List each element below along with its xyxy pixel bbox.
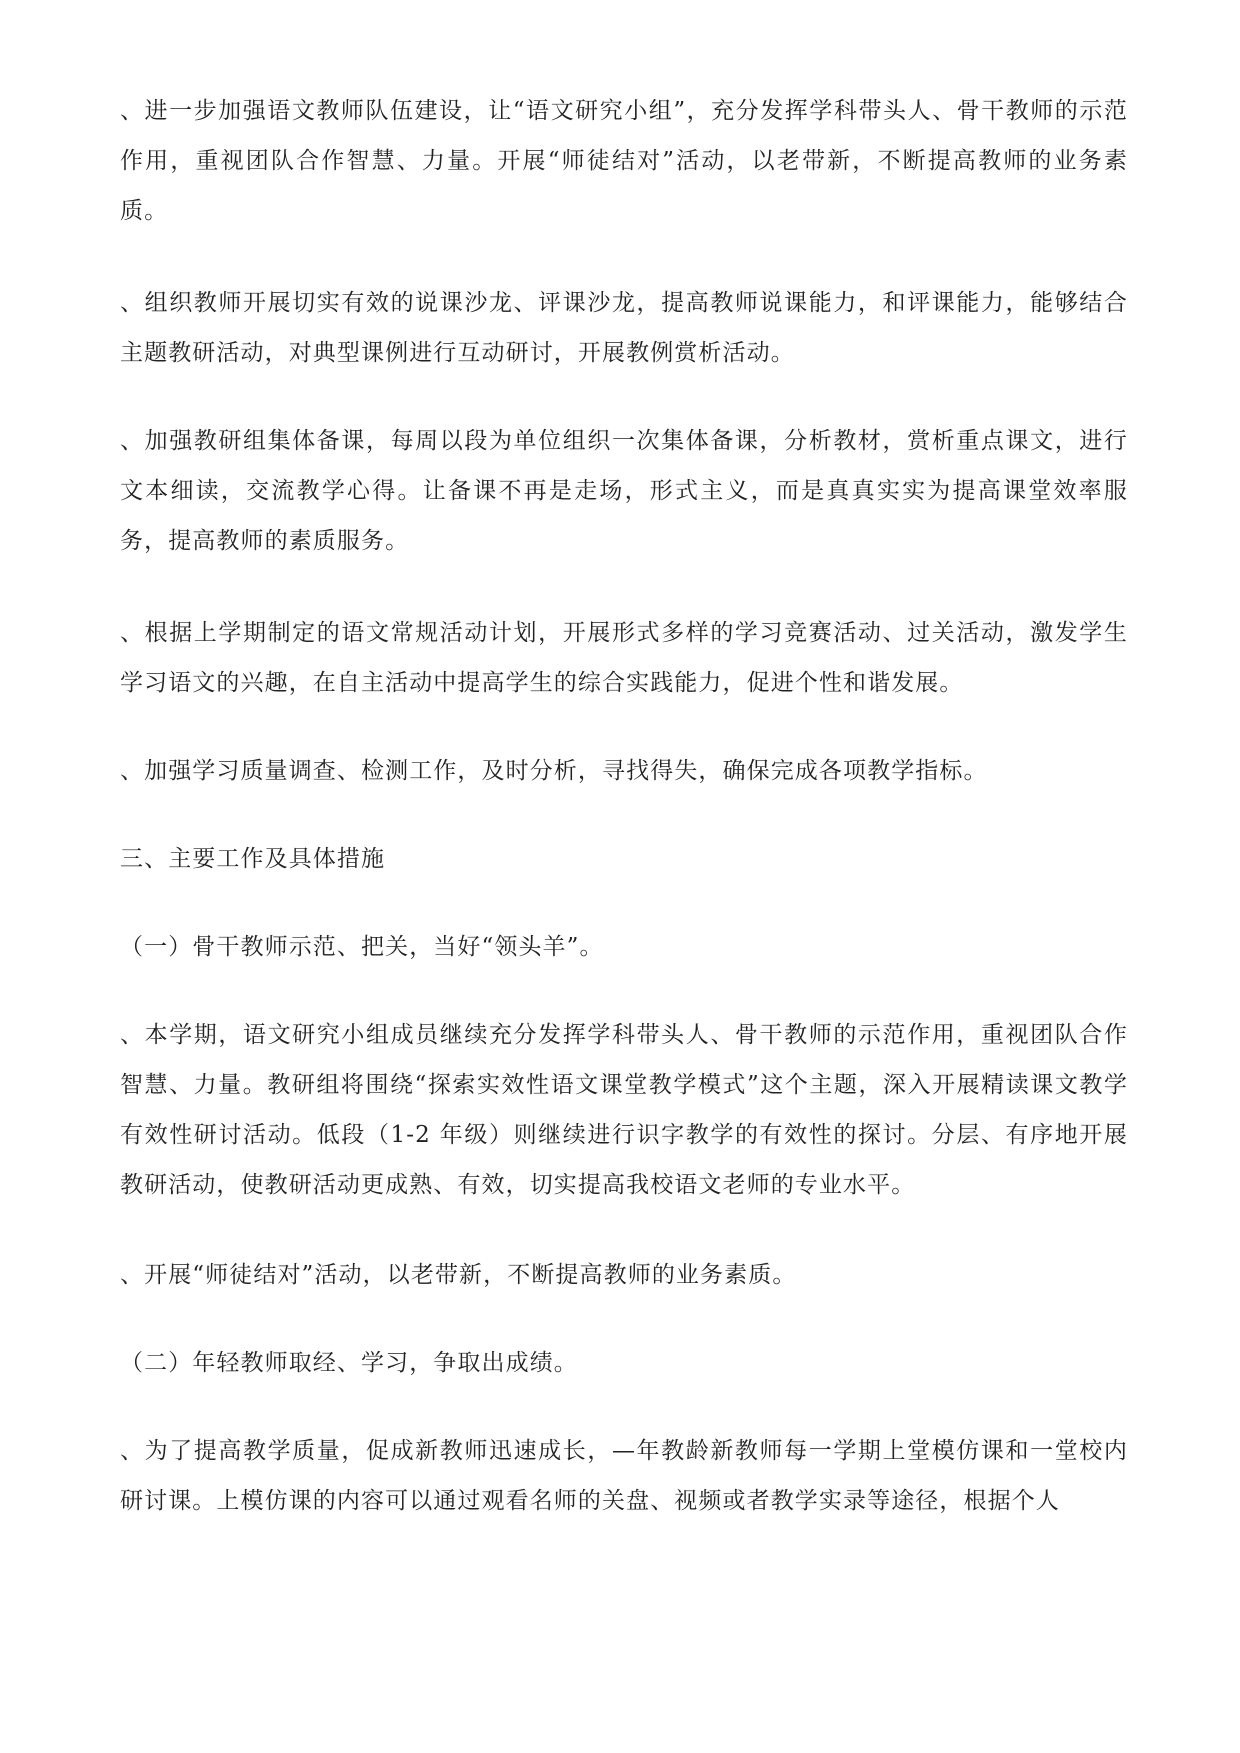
paragraph-mentor-pairing: 、开展“师徒结对”活动，以老带新，不断提高教师的业务素质。 xyxy=(120,1262,797,1288)
paragraph-quality-check: 、加强学习质量调查、检测工作，及时分析，寻找得失，确保完成各项教学指标。 xyxy=(120,758,988,784)
subheading-young-teachers: （二）年轻教师取经、学习，争取出成绩。 xyxy=(120,1350,578,1376)
subheading-backbone-teachers: （一）骨干教师示范、把关，当好“领头羊”。 xyxy=(120,934,604,960)
paragraph-teacher-team: 、进一步加强语文教师队伍建设，让“语文研究小组”，充分发挥学科带头人、骨干教师的示范作用，重视团队合作智慧、力量。开展“师徒结对”活动，以老带新，不断提高教师的业务素质。 xyxy=(120,98,1128,224)
paragraph-research-group: 、本学期，语文研究小组成员继续充分发挥学科带头人、骨干教师的示范作用，重视团队合作智慧、力量。教研组将围绕“探索实效性语文课堂教学模式”这个主题，深入开展精读课文教学有效性研讨活动。低段（1-2 年级）则继续进行识字教学的有效性的探讨。分层、有序地开展教研活动，使教研活动更成熟、有效，切实提高我校语文老师的专业水平。 xyxy=(120,1022,1128,1198)
paragraph-new-teacher-growth: 、为了提高教学质量，促成新教师迅速成长，—年教龄新教师每一学期上堂模仿课和一堂校内研讨课。上模仿课的内容可以通过观看名师的关盘、视频或者教学实录等途径，根据个人 xyxy=(120,1438,1128,1514)
section-heading-main-work: 三、主要工作及具体措施 xyxy=(120,846,386,872)
paragraph-lecture-salon: 、组织教师开展切实有效的说课沙龙、评课沙龙，提高教师说课能力，和评课能力，能够结合主题教研活动，对典型课例进行互动研讨，开展教例赏析活动。 xyxy=(120,290,1128,366)
paragraph-collective-lesson-prep: 、加强教研组集体备课，每周以段为单位组织一次集体备课，分析教材，赏析重点课文，进行文本细读，交流教学心得。让备课不再是走场，形式主义，而是真真实实为提高课堂效率服务，提高教师的素质服务。 xyxy=(120,428,1128,554)
paragraph-activity-plan: 、根据上学期制定的语文常规活动计划，开展形式多样的学习竞赛活动、过关活动，激发学生学习语文的兴趣，在自主活动中提高学生的综合实践能力，促进个性和谐发展。 xyxy=(120,620,1128,696)
